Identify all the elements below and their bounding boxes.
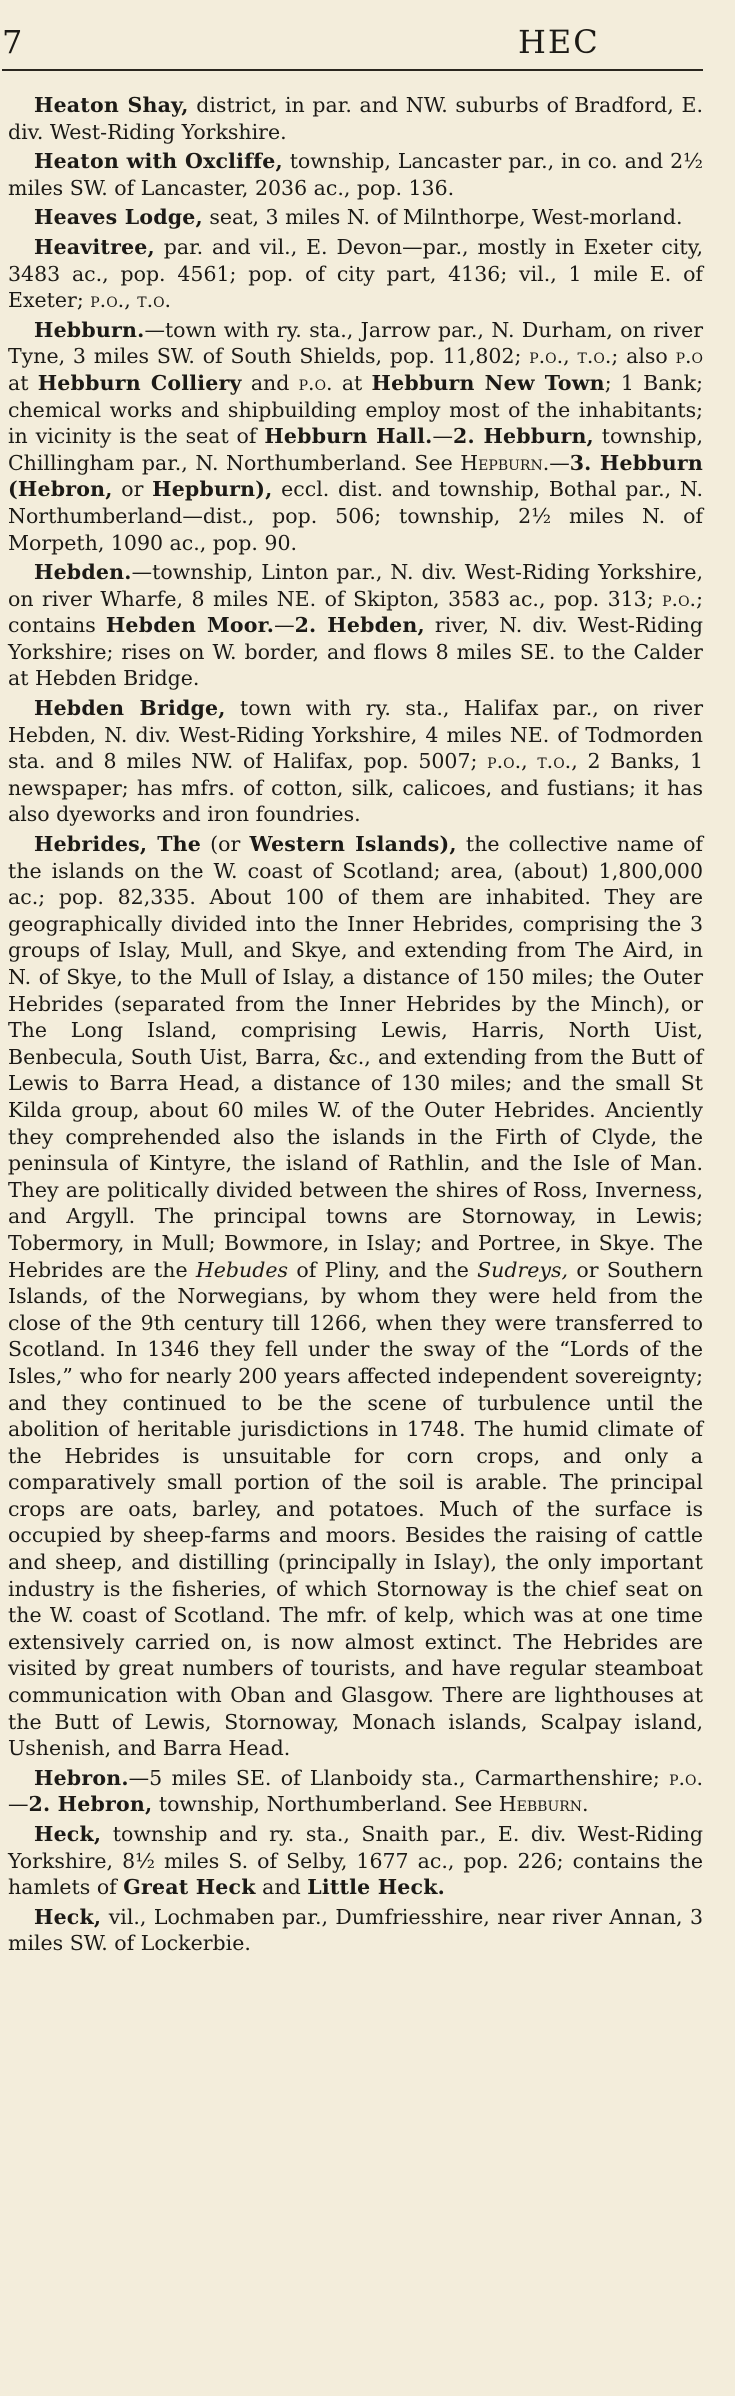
- headword: Heavitree,: [34, 234, 155, 259]
- small-caps-text: Hebburn.: [498, 1792, 589, 1817]
- entry-text: ; 1 Bank; chemical works and shipbuilding employ most of the inhabitants; in vicinity is the seat of: [8, 370, 703, 449]
- entry-text: , 2 Banks, 1 newspaper; has mfrs. of cotton, silk, calicoes, and fustians; it has also dyeworks and iron foundries.: [8, 749, 703, 827]
- headword: Heaton with Oxcliffe,: [34, 149, 283, 174]
- entry-text: at: [8, 370, 38, 395]
- small-caps-text: p.o., t.o.: [487, 749, 572, 774]
- small-caps-text: p.o., t.o.: [529, 344, 612, 369]
- italic-text: Hebudes: [195, 1257, 289, 1282]
- headword: Hebrides, The: [34, 832, 201, 857]
- entry-text: ; also: [611, 344, 676, 369]
- sub-headword: Hebden Moor.: [105, 613, 275, 638]
- entry-text: at: [332, 370, 372, 395]
- sub-headword: Little Heck.: [307, 1875, 445, 1900]
- small-caps-text: Hepburn.: [460, 450, 550, 475]
- headword: Heck,: [34, 1904, 102, 1929]
- sub-headword: Hebburn Colliery: [37, 370, 242, 395]
- entry-text: township, Northumberland. See: [152, 1792, 499, 1817]
- entry-heavitree: [8, 234, 703, 314]
- headword: Heck,: [34, 1822, 102, 1846]
- entry-text: and: [241, 370, 299, 395]
- entry-text: or Southern Islands, of the Norwegians, by whom they were held from the close of the 9th century till 1266, when they were transferred to Scotland. In 1346 they fell under the sway of the “Lords of the Isles,” who for nearly 200 years affected independent sovereignty; and they continued to be the scene of turbulence until the abolition of heritable jurisdictions in 1748. The humid climate of the Hebrides is unsuitable for corn crops, and only a comparatively small portion of the soil is arable. The principal crops are oats, barley, and potatoes. Much of the surface is occupied by sheep-farms and moors. Besides the raising of cattle and sheep, and distilling (principally in Islay), the only important industry is the fisheries, of which Stornoway is the chief seat on the W. coast of Scotland. The mfr. of kelp, which was at one time extensively carried on, is now almost extinct. The Hebrides are visited by great numbers of tourists, and have regular steamboat communication with Oban and Glasgow. There are lighthouses at the Butt of Lewis, Stornoway, Monach islands, Scalpay island, Ushenish, and Barra Head.: [8, 1257, 703, 1761]
- sub-headword: Hepburn),: [152, 477, 273, 502]
- entry-text: district, in par. and NW. suburbs of Bradford, E. div. West-Riding Yorkshire.: [8, 93, 704, 144]
- page-header: [0, 0, 735, 70]
- entry-text: township, Lancaster par., in co. and 2½ miles SW. of Lancaster, 2036 ac., pop. 136.: [8, 149, 703, 200]
- entry-hebrides: [8, 831, 703, 1762]
- entry-text: —township, Linton par., N. div. West-Riding Yorkshire, on river Wharfe, 8 miles NE. of Skipton, 3583 ac., pop. 313;: [8, 560, 703, 611]
- header-rule: [2, 69, 703, 71]
- running-head: HEC: [518, 23, 600, 61]
- entry-text: ; contains: [8, 586, 703, 638]
- headword: Heaton Shay,: [34, 93, 189, 117]
- entry-text: river, N. div. West-Riding Yorkshire; rises on W. border, and flows 8 miles SE. to the Calder at Hebden Bridge.: [8, 613, 703, 691]
- entry-hebburn: [8, 317, 703, 556]
- entry-text: town with ry. sta., Halifax par., on river Hebden, N. div. West-Riding Yorkshire, 4 miles NE. of Todmorden sta. and 8 miles NW. of Halifax, pop. 5007;: [8, 696, 703, 774]
- headword: Hebron.: [34, 1765, 129, 1790]
- entry-text: vil., Lochmaben par., Dumfriesshire, near river Annan, 3 miles SW. of Lockerbie.: [8, 1904, 703, 1956]
- entry-text: seat, 3 miles N. of Milnthorpe, West-morland.: [202, 205, 683, 230]
- sub-headword: Great Heck: [123, 1875, 256, 1900]
- entry-hebden: [8, 559, 703, 692]
- entry-text: and: [255, 1875, 308, 1900]
- small-caps-text: p.o.: [662, 586, 697, 611]
- small-caps-text: p.o: [675, 344, 703, 369]
- headword: Hebburn.: [34, 317, 145, 342]
- entry-heaves-lodge: [8, 204, 703, 231]
- entry-text: par. and vil., E. Devon—par., mostly in Exeter city, 3483 ac., pop. 4561; pop. of city part, 4136; vil., 1 mile E. of Exeter;: [8, 234, 703, 313]
- entry-text: —: [274, 613, 295, 638]
- entry-hebron: [8, 1765, 703, 1818]
- entry-text: —: [549, 450, 570, 475]
- headword: Heaves Lodge,: [34, 205, 203, 230]
- entry-text: eccl. dist. and township, Bothal par., N. Northumberland—dist., pop. 506; township, 2½ miles N. of Morpeth, 1090 ac., pop. 90.: [8, 477, 703, 555]
- entry-list: [8, 92, 703, 1957]
- sub-headword: 3. Hebburn (Hebron,: [8, 450, 703, 502]
- entry-text: of Pliny, and the: [288, 1257, 478, 1282]
- entry-text: (or: [201, 832, 250, 857]
- sub-headword: 2. Hebburn,: [452, 424, 594, 449]
- entry-text: —town with ry. sta., Jarrow par., N. Durham, on river Tyne, 3 miles SW. of South Shields, pop. 11,802;: [8, 317, 703, 369]
- italic-text: Sudreys,: [477, 1257, 569, 1282]
- small-caps-text: p.o., t.o.: [90, 288, 172, 313]
- sub-headword: Hebburn Hall.: [264, 424, 433, 449]
- entry-text: —5 miles SE. of Llanboidy sta., Carmarthenshire;: [128, 1765, 670, 1790]
- small-caps-text: p.o.: [298, 370, 333, 395]
- page-number: 7: [2, 23, 23, 61]
- entry-text: township and ry. sta., Snaith par., E. div. West-Riding Yorkshire, 8½ miles S. of Selby, 1677 ac., pop. 226; contains the hamlets of: [8, 1822, 703, 1900]
- entry-hebden-bridge: [8, 695, 703, 828]
- sub-headword: Hebburn New Town: [371, 370, 605, 395]
- entry-heck-village: [8, 1904, 703, 1957]
- entry-heck-township: [8, 1821, 703, 1901]
- entry-text: township, Chillingham par., N. Northumberland. See: [8, 424, 703, 475]
- sub-headword: 2. Hebden,: [294, 613, 425, 638]
- entry-text: —: [432, 424, 453, 449]
- entry-text: —: [8, 1792, 29, 1817]
- small-caps-text: p.o.: [669, 1765, 703, 1790]
- entry-text: the collective name of the islands on the W. coast of Scotland; area, (about) 1,800,000 ac.; pop. 82,335. About 100 of them are inhabited. They are geographically divided into the Inner Hebrides, comprising the 3 groups of Islay, Mull, and Skye, and extending from The Aird, in N. of Skye, to the Mull of Islay, a distance of 150 miles; the Outer Hebrides (separated from the Inner Hebrides by the Minch), or The Long Island, comprising Lewis, Harris, North Uist, Benbecula, South Uist, Barra, &c., and extending from the Butt of Lewis to Barra Head, a distance of 130 miles; and the small St Kilda group, about 60 miles W. of the Outer Hebrides. Anciently they comprehended also the islands in the Firth of Clyde, the peninsula of Kintyre, the island of Rathlin, and the Isle of Man. They are politically divided between the shires of Ross, Inverness, and Argyll. The principal towns are Stornoway, in Lewis; Tobermory, in Mull; Bowmore, in Islay; and Portree, in Skye. The Hebrides are the: [8, 832, 703, 1282]
- entry-heaton-with-oxcliffe: [8, 148, 703, 201]
- entry-text: or: [112, 477, 153, 502]
- entry-heaton-shay: [8, 92, 703, 145]
- headword: Hebden Bridge,: [34, 696, 226, 721]
- headword: Hebden.: [34, 560, 132, 585]
- sub-headword: Western Islands),: [249, 832, 457, 857]
- sub-headword: 2. Hebron,: [28, 1792, 153, 1817]
